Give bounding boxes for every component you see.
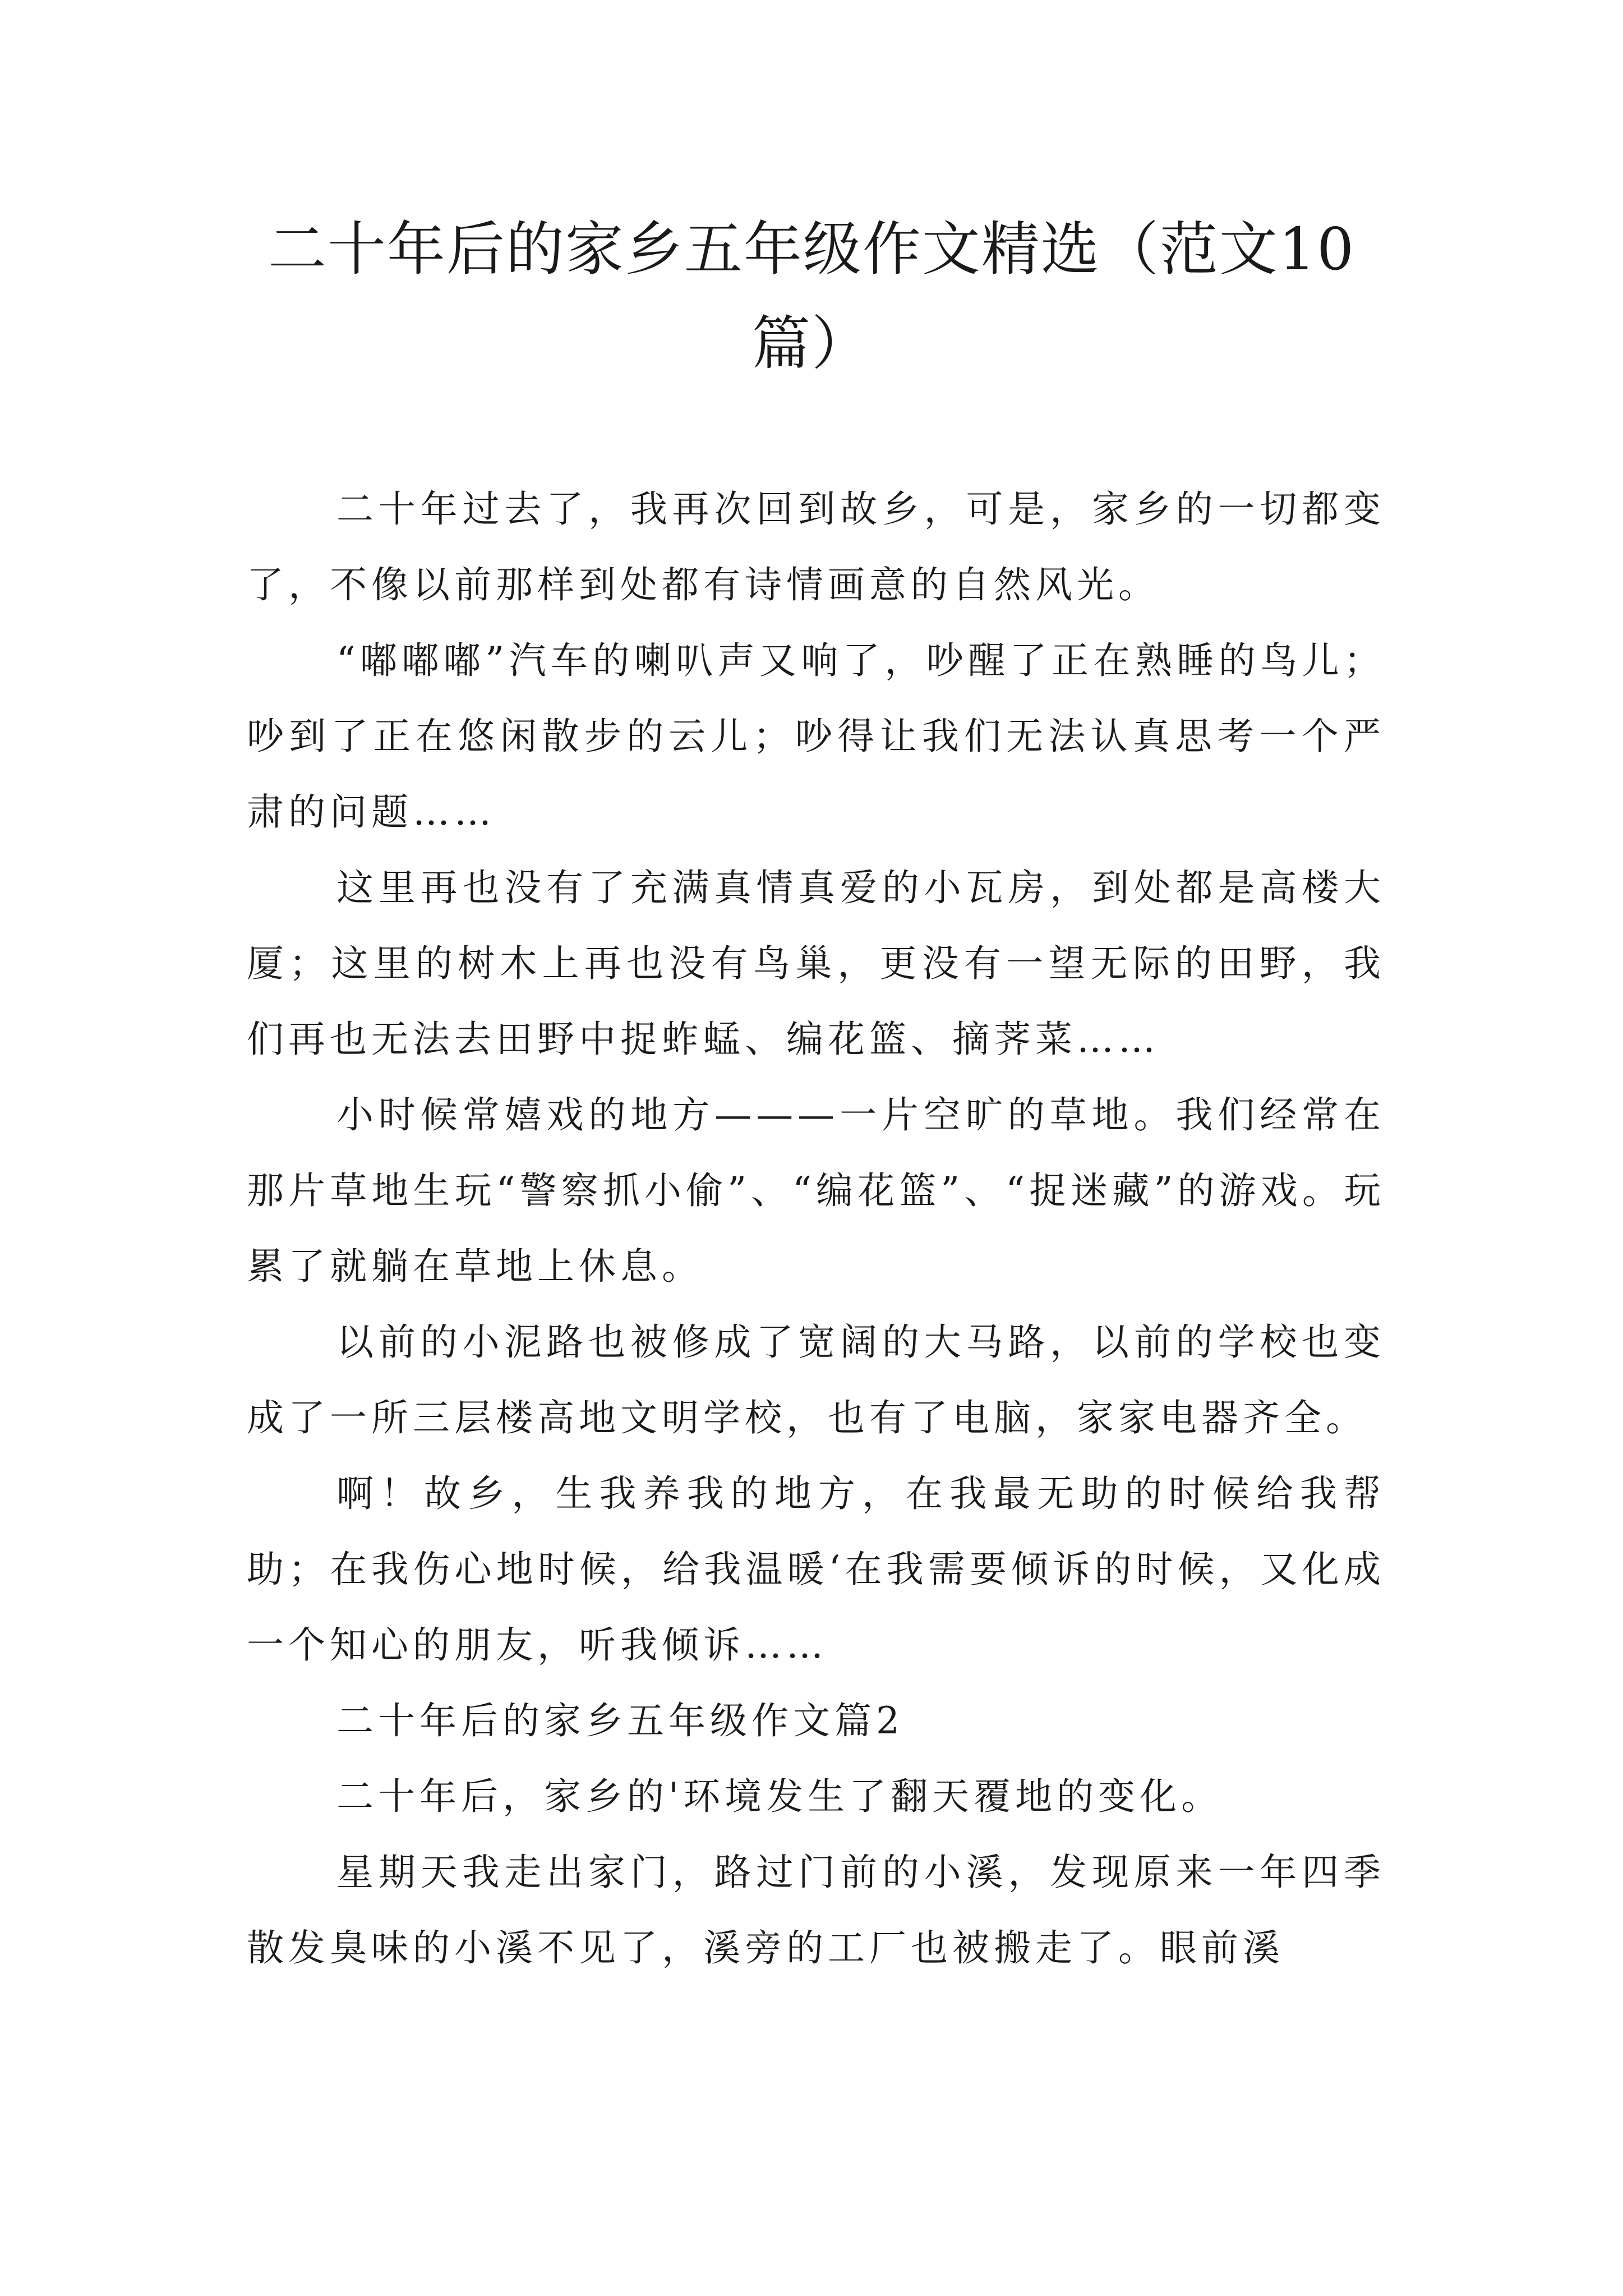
paragraph: 二十年后，家乡的'环境发生了翻天覆地的变化。 [336,1775,1223,1818]
paragraph: 二十年过去了，我再次回到故乡，可是，家乡的一切都变了，不像以前那样到处都有诗情画意的自然风光。 [247,487,1385,606]
section-heading: 二十年后的家乡五年级作文篇2 [336,1699,904,1742]
document-body [247,471,1385,1986]
document-title: 二十年后的家乡五年级作文精选（范文10篇） [268,215,1355,378]
paragraph: 啊！故乡，生我养我的地方，在我最无助的时候给我帮助；在我伤心地时候，给我温暖‘在我需要倾诉的时候，又化成一个知心的朋友，听我倾诉…… [247,1472,1385,1667]
paragraph: 以前的小泥路也被修成了宽阔的大马路，以前的学校也变成了一所三层楼高地文明学校，也有了电脑，家家电器齐全。 [247,1320,1385,1439]
paragraph: 小时候常嬉戏的地方———一片空旷的草地。我们经常在那片草地生玩“警察抓小偷”、“编花篮”、“捉迷藏”的游戏。玩累了就躺在草地上休息。 [247,1093,1385,1288]
paragraph: 星期天我走出家门，路过门前的小溪，发现原来一年四季散发臭味的小溪不见了，溪旁的工厂也被搬走了。眼前溪 [247,1851,1385,1970]
paragraph: “嘟嘟嘟”汽车的喇叭声又响了，吵醒了正在熟睡的鸟儿；吵到了正在悠闲散步的云儿；吵得让我们无法认真思考一个严肃的问题…… [247,639,1385,834]
paragraph: 这里再也没有了充满真情真爱的小瓦房，到处都是高楼大厦；这里的树木上再也没有鸟巢，更没有一望无际的田野，我们再也无法去田野中捉蚱蜢、编花篮、摘荠菜…… [247,866,1385,1061]
